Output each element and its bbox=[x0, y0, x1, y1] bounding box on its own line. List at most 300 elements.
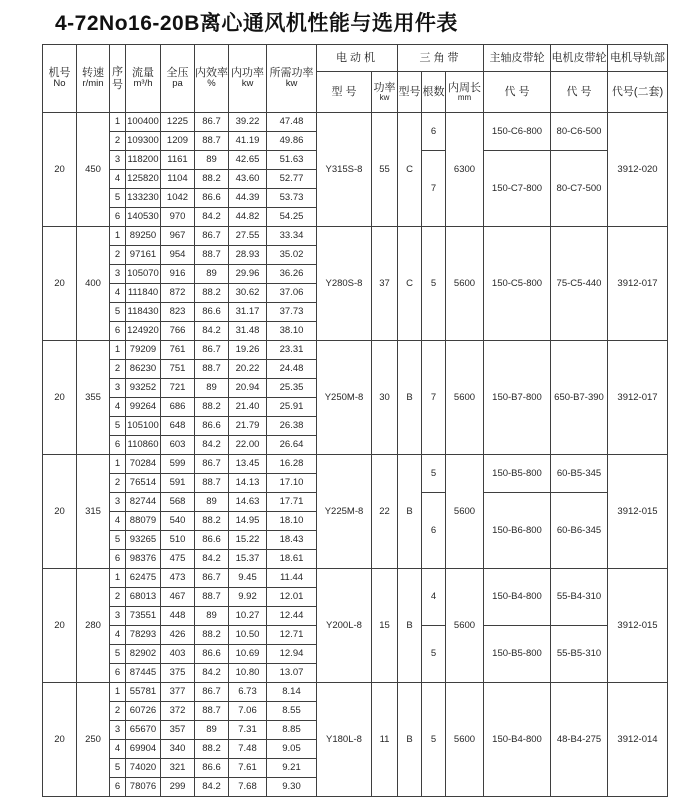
cell-motor-model: Y200L-8 bbox=[317, 569, 372, 683]
cell-required-power: 37.06 bbox=[267, 284, 317, 303]
cell-seq: 5 bbox=[110, 189, 126, 208]
cell-speed: 400 bbox=[77, 227, 110, 341]
cell-speed: 315 bbox=[77, 455, 110, 569]
cell-internal-power: 21.79 bbox=[229, 417, 267, 436]
cell-pressure: 721 bbox=[161, 379, 195, 398]
cell-efficiency: 88.7 bbox=[195, 588, 229, 607]
cell-motor-power: 30 bbox=[372, 341, 398, 455]
cell-pressure: 475 bbox=[161, 550, 195, 569]
cell-flow: 105100 bbox=[126, 417, 161, 436]
cell-seq: 4 bbox=[110, 512, 126, 531]
cell-seq: 6 bbox=[110, 208, 126, 227]
cell-flow: 69904 bbox=[126, 740, 161, 759]
cell-belt-count: 6 bbox=[422, 113, 446, 151]
cell-rail-code: 3912-017 bbox=[608, 341, 668, 455]
cell-flow: 105070 bbox=[126, 265, 161, 284]
cell-belt-count: 6 bbox=[422, 493, 446, 569]
cell-efficiency: 86.6 bbox=[195, 303, 229, 322]
cell-flow: 86230 bbox=[126, 360, 161, 379]
col-header-motor-model: 型 号 bbox=[317, 72, 372, 113]
cell-efficiency: 88.7 bbox=[195, 132, 229, 151]
cell-flow: 68013 bbox=[126, 588, 161, 607]
cell-motor-pulley-code: 55-B4-310 bbox=[551, 569, 608, 626]
cell-required-power: 54.25 bbox=[267, 208, 317, 227]
cell-internal-power: 14.63 bbox=[229, 493, 267, 512]
cell-flow: 93252 bbox=[126, 379, 161, 398]
cell-seq: 1 bbox=[110, 569, 126, 588]
col-header-seq: 序 号 bbox=[110, 45, 126, 113]
cell-shaft-pulley-code: 150-B4-800 bbox=[484, 683, 551, 797]
cell-internal-power: 30.62 bbox=[229, 284, 267, 303]
cell-required-power: 13.07 bbox=[267, 664, 317, 683]
cell-seq: 2 bbox=[110, 474, 126, 493]
cell-flow: 118430 bbox=[126, 303, 161, 322]
cell-required-power: 9.21 bbox=[267, 759, 317, 778]
cell-flow: 74020 bbox=[126, 759, 161, 778]
cell-efficiency: 86.6 bbox=[195, 189, 229, 208]
cell-required-power: 8.85 bbox=[267, 721, 317, 740]
cell-seq: 1 bbox=[110, 455, 126, 474]
cell-belt-length: 5600 bbox=[446, 455, 484, 569]
cell-motor-model: Y180L-8 bbox=[317, 683, 372, 797]
cell-pressure: 357 bbox=[161, 721, 195, 740]
table-row bbox=[43, 569, 668, 588]
cell-efficiency: 86.7 bbox=[195, 341, 229, 360]
cell-pressure: 954 bbox=[161, 246, 195, 265]
cell-seq: 1 bbox=[110, 227, 126, 246]
cell-internal-power: 31.48 bbox=[229, 322, 267, 341]
cell-seq: 2 bbox=[110, 132, 126, 151]
cell-flow: 79209 bbox=[126, 341, 161, 360]
cell-efficiency: 86.7 bbox=[195, 455, 229, 474]
cell-motor-model: Y280S-8 bbox=[317, 227, 372, 341]
cell-shaft-pulley-code: 150-B4-800 bbox=[484, 569, 551, 626]
col-header-required-power: 所需功率 kw bbox=[267, 45, 317, 113]
table-row bbox=[43, 113, 668, 132]
cell-seq: 4 bbox=[110, 170, 126, 189]
cell-belt-count: 5 bbox=[422, 227, 446, 341]
cell-shaft-pulley-code: 150-C5-800 bbox=[484, 227, 551, 341]
fan-performance-table bbox=[42, 44, 668, 797]
cell-internal-power: 10.50 bbox=[229, 626, 267, 645]
cell-internal-power: 7.48 bbox=[229, 740, 267, 759]
cell-required-power: 18.61 bbox=[267, 550, 317, 569]
cell-required-power: 35.02 bbox=[267, 246, 317, 265]
cell-pressure: 1225 bbox=[161, 113, 195, 132]
cell-motor-power: 22 bbox=[372, 455, 398, 569]
col-header-machine-no: 机号 No bbox=[43, 45, 77, 113]
cell-flow: 70284 bbox=[126, 455, 161, 474]
group-header-shaft-pulley: 主轴皮带轮 bbox=[484, 45, 551, 72]
cell-flow: 98376 bbox=[126, 550, 161, 569]
cell-flow: 60726 bbox=[126, 702, 161, 721]
cell-pressure: 648 bbox=[161, 417, 195, 436]
cell-efficiency: 89 bbox=[195, 379, 229, 398]
cell-machine-no: 20 bbox=[43, 113, 77, 227]
cell-pressure: 299 bbox=[161, 778, 195, 797]
cell-pressure: 591 bbox=[161, 474, 195, 493]
cell-seq: 5 bbox=[110, 759, 126, 778]
cell-required-power: 18.10 bbox=[267, 512, 317, 531]
cell-seq: 2 bbox=[110, 360, 126, 379]
cell-efficiency: 88.2 bbox=[195, 512, 229, 531]
cell-belt-length: 5600 bbox=[446, 683, 484, 797]
col-header-motor-pulley-code: 代 号 bbox=[551, 72, 608, 113]
cell-shaft-pulley-code: 150-B6-800 bbox=[484, 493, 551, 569]
cell-flow: 73551 bbox=[126, 607, 161, 626]
cell-efficiency: 84.2 bbox=[195, 778, 229, 797]
cell-efficiency: 86.6 bbox=[195, 531, 229, 550]
group-header-motor-rail: 电机导轨部 bbox=[608, 45, 668, 72]
col-header-belt-count: 根数 bbox=[422, 72, 446, 113]
cell-seq: 6 bbox=[110, 778, 126, 797]
cell-internal-power: 29.96 bbox=[229, 265, 267, 284]
cell-required-power: 33.34 bbox=[267, 227, 317, 246]
cell-internal-power: 43.60 bbox=[229, 170, 267, 189]
cell-required-power: 17.71 bbox=[267, 493, 317, 512]
cell-required-power: 25.91 bbox=[267, 398, 317, 417]
cell-machine-no: 20 bbox=[43, 683, 77, 797]
cell-pressure: 403 bbox=[161, 645, 195, 664]
cell-pressure: 372 bbox=[161, 702, 195, 721]
cell-required-power: 51.63 bbox=[267, 151, 317, 170]
col-header-belt-length: 内周长 mm bbox=[446, 72, 484, 113]
cell-seq: 3 bbox=[110, 265, 126, 284]
cell-flow: 87445 bbox=[126, 664, 161, 683]
cell-efficiency: 84.2 bbox=[195, 550, 229, 569]
cell-required-power: 49.86 bbox=[267, 132, 317, 151]
cell-pressure: 1209 bbox=[161, 132, 195, 151]
cell-pressure: 823 bbox=[161, 303, 195, 322]
cell-efficiency: 88.2 bbox=[195, 284, 229, 303]
col-header-internal-power: 内功率 kw bbox=[229, 45, 267, 113]
cell-seq: 3 bbox=[110, 379, 126, 398]
cell-pressure: 599 bbox=[161, 455, 195, 474]
cell-internal-power: 22.00 bbox=[229, 436, 267, 455]
cell-rail-code: 3912-020 bbox=[608, 113, 668, 227]
cell-flow: 82902 bbox=[126, 645, 161, 664]
cell-pressure: 510 bbox=[161, 531, 195, 550]
cell-pressure: 603 bbox=[161, 436, 195, 455]
cell-required-power: 52.77 bbox=[267, 170, 317, 189]
cell-efficiency: 89 bbox=[195, 721, 229, 740]
cell-belt-model: C bbox=[398, 227, 422, 341]
cell-motor-model: Y225M-8 bbox=[317, 455, 372, 569]
col-header-shaft-pulley-code: 代 号 bbox=[484, 72, 551, 113]
cell-internal-power: 31.17 bbox=[229, 303, 267, 322]
cell-shaft-pulley-code: 150-B5-800 bbox=[484, 626, 551, 683]
cell-internal-power: 19.26 bbox=[229, 341, 267, 360]
cell-required-power: 12.01 bbox=[267, 588, 317, 607]
cell-efficiency: 86.7 bbox=[195, 113, 229, 132]
cell-shaft-pulley-code: 150-C7-800 bbox=[484, 151, 551, 227]
cell-flow: 62475 bbox=[126, 569, 161, 588]
cell-seq: 5 bbox=[110, 531, 126, 550]
cell-internal-power: 7.61 bbox=[229, 759, 267, 778]
cell-required-power: 18.43 bbox=[267, 531, 317, 550]
cell-internal-power: 15.37 bbox=[229, 550, 267, 569]
cell-internal-power: 44.39 bbox=[229, 189, 267, 208]
group-header-motor: 电动机 bbox=[317, 45, 398, 72]
cell-belt-model: B bbox=[398, 683, 422, 797]
cell-pressure: 321 bbox=[161, 759, 195, 778]
cell-efficiency: 89 bbox=[195, 265, 229, 284]
cell-efficiency: 86.6 bbox=[195, 417, 229, 436]
cell-efficiency: 86.6 bbox=[195, 645, 229, 664]
cell-required-power: 38.10 bbox=[267, 322, 317, 341]
cell-required-power: 12.71 bbox=[267, 626, 317, 645]
cell-flow: 133230 bbox=[126, 189, 161, 208]
page-title: 4-72No16-20B离心通风机性能与选用件表 bbox=[55, 12, 458, 35]
cell-required-power: 26.38 bbox=[267, 417, 317, 436]
cell-flow: 140530 bbox=[126, 208, 161, 227]
cell-internal-power: 9.45 bbox=[229, 569, 267, 588]
cell-seq: 4 bbox=[110, 740, 126, 759]
table-row bbox=[43, 683, 668, 702]
cell-efficiency: 89 bbox=[195, 607, 229, 626]
cell-efficiency: 88.2 bbox=[195, 626, 229, 645]
cell-required-power: 36.26 bbox=[267, 265, 317, 284]
cell-efficiency: 84.2 bbox=[195, 322, 229, 341]
cell-pressure: 467 bbox=[161, 588, 195, 607]
cell-speed: 280 bbox=[77, 569, 110, 683]
cell-seq: 1 bbox=[110, 341, 126, 360]
cell-flow: 65670 bbox=[126, 721, 161, 740]
cell-internal-power: 42.65 bbox=[229, 151, 267, 170]
cell-flow: 124920 bbox=[126, 322, 161, 341]
cell-seq: 2 bbox=[110, 588, 126, 607]
cell-internal-power: 21.40 bbox=[229, 398, 267, 417]
cell-seq: 6 bbox=[110, 664, 126, 683]
table-header bbox=[43, 45, 668, 113]
cell-pressure: 761 bbox=[161, 341, 195, 360]
cell-seq: 4 bbox=[110, 626, 126, 645]
cell-required-power: 47.48 bbox=[267, 113, 317, 132]
cell-pressure: 375 bbox=[161, 664, 195, 683]
cell-required-power: 23.31 bbox=[267, 341, 317, 360]
cell-rail-code: 3912-017 bbox=[608, 227, 668, 341]
cell-pressure: 686 bbox=[161, 398, 195, 417]
cell-belt-count: 7 bbox=[422, 341, 446, 455]
cell-efficiency: 86.7 bbox=[195, 569, 229, 588]
cell-pressure: 340 bbox=[161, 740, 195, 759]
cell-motor-power: 15 bbox=[372, 569, 398, 683]
cell-required-power: 25.35 bbox=[267, 379, 317, 398]
cell-belt-model: B bbox=[398, 341, 422, 455]
cell-internal-power: 10.69 bbox=[229, 645, 267, 664]
cell-seq: 6 bbox=[110, 322, 126, 341]
cell-motor-power: 11 bbox=[372, 683, 398, 797]
cell-efficiency: 89 bbox=[195, 493, 229, 512]
cell-machine-no: 20 bbox=[43, 455, 77, 569]
cell-belt-length: 6300 bbox=[446, 113, 484, 227]
cell-shaft-pulley-code: 150-B7-800 bbox=[484, 341, 551, 455]
cell-flow: 100400 bbox=[126, 113, 161, 132]
cell-speed: 355 bbox=[77, 341, 110, 455]
cell-internal-power: 41.19 bbox=[229, 132, 267, 151]
cell-rail-code: 3912-015 bbox=[608, 569, 668, 683]
cell-efficiency: 88.7 bbox=[195, 702, 229, 721]
cell-required-power: 16.28 bbox=[267, 455, 317, 474]
cell-seq: 2 bbox=[110, 246, 126, 265]
table-row bbox=[43, 455, 668, 474]
cell-internal-power: 28.93 bbox=[229, 246, 267, 265]
cell-internal-power: 10.80 bbox=[229, 664, 267, 683]
cell-seq: 3 bbox=[110, 151, 126, 170]
cell-required-power: 12.94 bbox=[267, 645, 317, 664]
cell-pressure: 751 bbox=[161, 360, 195, 379]
cell-pressure: 426 bbox=[161, 626, 195, 645]
cell-motor-pulley-code: 80-C7-500 bbox=[551, 151, 608, 227]
cell-seq: 6 bbox=[110, 550, 126, 569]
cell-motor-pulley-code: 60-B5-345 bbox=[551, 455, 608, 493]
cell-efficiency: 88.2 bbox=[195, 398, 229, 417]
cell-motor-pulley-code: 650-B7-390 bbox=[551, 341, 608, 455]
cell-internal-power: 10.27 bbox=[229, 607, 267, 626]
cell-seq: 4 bbox=[110, 284, 126, 303]
cell-efficiency: 89 bbox=[195, 151, 229, 170]
cell-pressure: 766 bbox=[161, 322, 195, 341]
cell-seq: 4 bbox=[110, 398, 126, 417]
cell-internal-power: 13.45 bbox=[229, 455, 267, 474]
cell-belt-length: 5600 bbox=[446, 227, 484, 341]
cell-motor-model: Y250M-8 bbox=[317, 341, 372, 455]
cell-flow: 82744 bbox=[126, 493, 161, 512]
cell-machine-no: 20 bbox=[43, 569, 77, 683]
cell-pressure: 540 bbox=[161, 512, 195, 531]
cell-flow: 89250 bbox=[126, 227, 161, 246]
col-header-pressure: 全压 pa bbox=[161, 45, 195, 113]
cell-motor-pulley-code: 55-B5-310 bbox=[551, 626, 608, 683]
cell-belt-length: 5600 bbox=[446, 569, 484, 683]
cell-required-power: 17.10 bbox=[267, 474, 317, 493]
cell-pressure: 967 bbox=[161, 227, 195, 246]
cell-motor-pulley-code: 60-B6-345 bbox=[551, 493, 608, 569]
cell-internal-power: 14.95 bbox=[229, 512, 267, 531]
cell-internal-power: 39.22 bbox=[229, 113, 267, 132]
cell-pressure: 448 bbox=[161, 607, 195, 626]
cell-flow: 93265 bbox=[126, 531, 161, 550]
cell-pressure: 1042 bbox=[161, 189, 195, 208]
cell-seq: 3 bbox=[110, 493, 126, 512]
cell-flow: 97161 bbox=[126, 246, 161, 265]
cell-flow: 76514 bbox=[126, 474, 161, 493]
cell-internal-power: 6.73 bbox=[229, 683, 267, 702]
table-row bbox=[43, 227, 668, 246]
cell-flow: 88079 bbox=[126, 512, 161, 531]
cell-required-power: 26.64 bbox=[267, 436, 317, 455]
cell-required-power: 53.73 bbox=[267, 189, 317, 208]
cell-efficiency: 88.7 bbox=[195, 246, 229, 265]
cell-pressure: 872 bbox=[161, 284, 195, 303]
cell-flow: 78293 bbox=[126, 626, 161, 645]
cell-shaft-pulley-code: 150-B5-800 bbox=[484, 455, 551, 493]
cell-flow: 118200 bbox=[126, 151, 161, 170]
cell-flow: 111840 bbox=[126, 284, 161, 303]
cell-seq: 5 bbox=[110, 303, 126, 322]
cell-internal-power: 7.06 bbox=[229, 702, 267, 721]
cell-flow: 78076 bbox=[126, 778, 161, 797]
cell-required-power: 37.73 bbox=[267, 303, 317, 322]
cell-flow: 99264 bbox=[126, 398, 161, 417]
col-header-belt-model: 型号 bbox=[398, 72, 422, 113]
cell-efficiency: 86.7 bbox=[195, 683, 229, 702]
cell-efficiency: 84.2 bbox=[195, 208, 229, 227]
cell-belt-model: B bbox=[398, 455, 422, 569]
cell-belt-count: 5 bbox=[422, 455, 446, 493]
cell-motor-pulley-code: 80-C6-500 bbox=[551, 113, 608, 151]
col-header-rail-code: 代号(二套) bbox=[608, 72, 668, 113]
cell-efficiency: 88.2 bbox=[195, 740, 229, 759]
cell-required-power: 12.44 bbox=[267, 607, 317, 626]
cell-motor-pulley-code: 48-B4-275 bbox=[551, 683, 608, 797]
cell-efficiency: 86.7 bbox=[195, 227, 229, 246]
cell-belt-count: 5 bbox=[422, 626, 446, 683]
cell-seq: 1 bbox=[110, 683, 126, 702]
cell-belt-count: 7 bbox=[422, 151, 446, 227]
cell-internal-power: 20.22 bbox=[229, 360, 267, 379]
cell-seq: 1 bbox=[110, 113, 126, 132]
cell-speed: 250 bbox=[77, 683, 110, 797]
cell-rail-code: 3912-015 bbox=[608, 455, 668, 569]
group-header-motor-pulley: 电机皮带轮 bbox=[551, 45, 608, 72]
group-header-v-belt: 三角带 bbox=[398, 45, 484, 72]
cell-seq: 5 bbox=[110, 645, 126, 664]
cell-pressure: 568 bbox=[161, 493, 195, 512]
cell-required-power: 11.44 bbox=[267, 569, 317, 588]
cell-internal-power: 20.94 bbox=[229, 379, 267, 398]
cell-belt-count: 4 bbox=[422, 569, 446, 626]
cell-rail-code: 3912-014 bbox=[608, 683, 668, 797]
cell-motor-model: Y315S-8 bbox=[317, 113, 372, 227]
cell-required-power: 8.14 bbox=[267, 683, 317, 702]
cell-internal-power: 7.31 bbox=[229, 721, 267, 740]
cell-pressure: 377 bbox=[161, 683, 195, 702]
cell-speed: 450 bbox=[77, 113, 110, 227]
cell-efficiency: 84.2 bbox=[195, 436, 229, 455]
cell-belt-count: 5 bbox=[422, 683, 446, 797]
cell-motor-power: 37 bbox=[372, 227, 398, 341]
cell-required-power: 24.48 bbox=[267, 360, 317, 379]
cell-internal-power: 27.55 bbox=[229, 227, 267, 246]
cell-seq: 2 bbox=[110, 702, 126, 721]
cell-flow: 109300 bbox=[126, 132, 161, 151]
cell-efficiency: 88.7 bbox=[195, 474, 229, 493]
cell-pressure: 1161 bbox=[161, 151, 195, 170]
col-header-flow: 流量 m³/h bbox=[126, 45, 161, 113]
cell-seq: 6 bbox=[110, 436, 126, 455]
cell-efficiency: 86.6 bbox=[195, 759, 229, 778]
cell-flow: 55781 bbox=[126, 683, 161, 702]
cell-motor-pulley-code: 75-C5-440 bbox=[551, 227, 608, 341]
cell-internal-power: 9.92 bbox=[229, 588, 267, 607]
table-row bbox=[43, 341, 668, 360]
cell-internal-power: 15.22 bbox=[229, 531, 267, 550]
cell-seq: 3 bbox=[110, 607, 126, 626]
cell-belt-model: C bbox=[398, 113, 422, 227]
cell-machine-no: 20 bbox=[43, 341, 77, 455]
cell-shaft-pulley-code: 150-C6-800 bbox=[484, 113, 551, 151]
cell-pressure: 473 bbox=[161, 569, 195, 588]
cell-seq: 5 bbox=[110, 417, 126, 436]
cell-belt-length: 5600 bbox=[446, 341, 484, 455]
cell-pressure: 1104 bbox=[161, 170, 195, 189]
cell-required-power: 9.30 bbox=[267, 778, 317, 797]
cell-efficiency: 88.7 bbox=[195, 360, 229, 379]
cell-flow: 110860 bbox=[126, 436, 161, 455]
cell-efficiency: 84.2 bbox=[195, 664, 229, 683]
col-header-motor-power: 功率 kw bbox=[372, 72, 398, 113]
